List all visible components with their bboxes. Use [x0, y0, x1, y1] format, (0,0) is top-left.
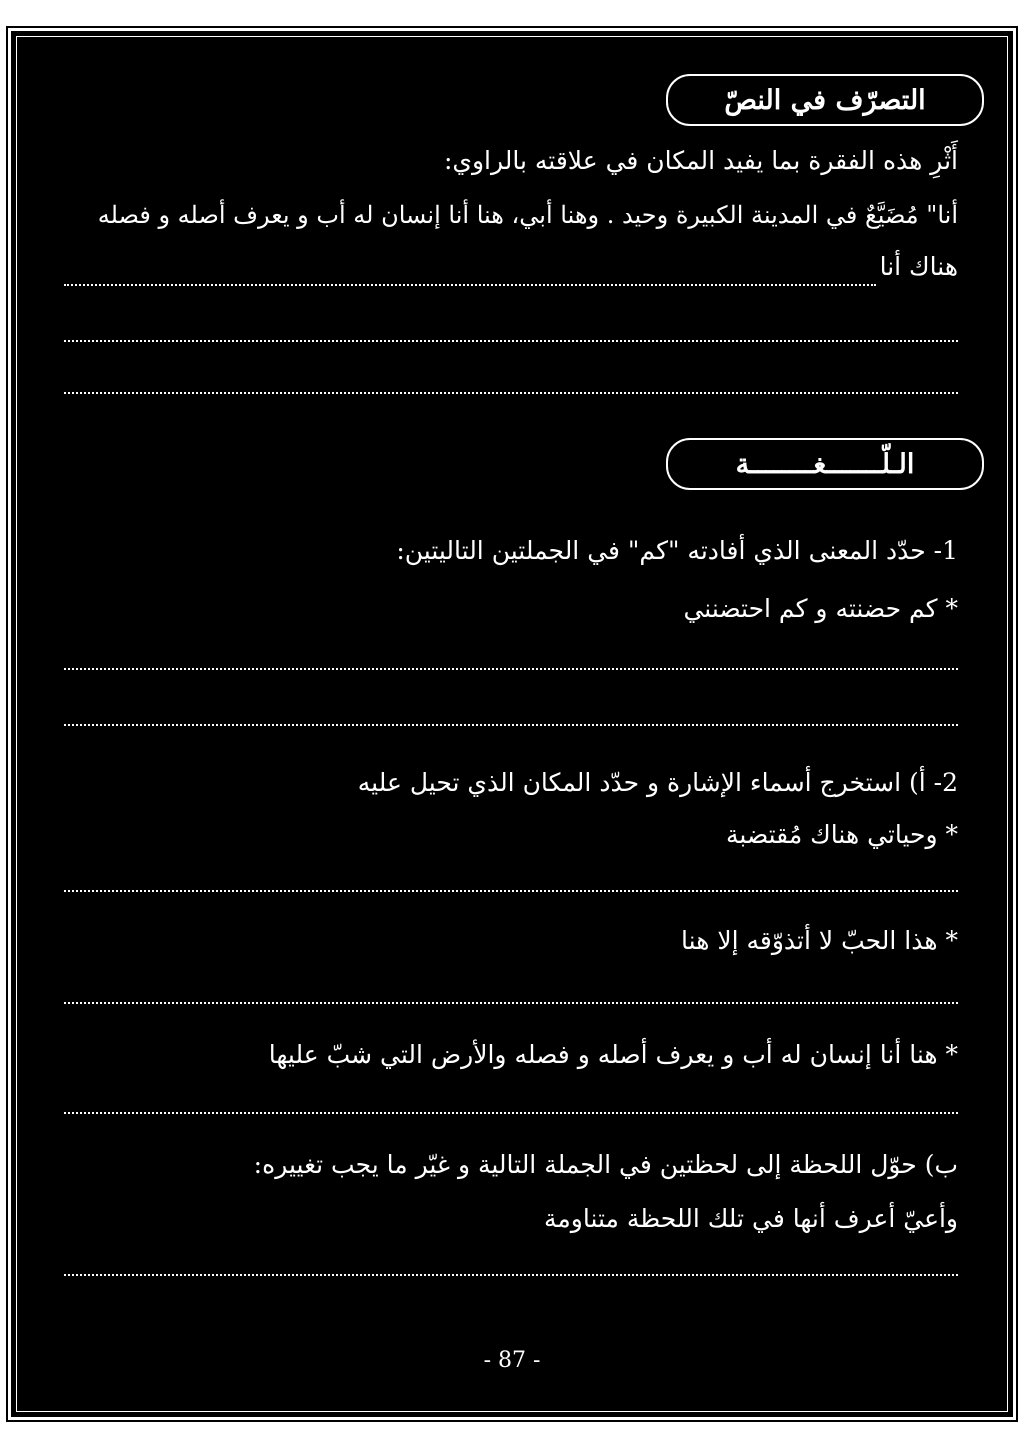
question-2a-text: 2- أ) استخرج أسماء الإشارة و حدّد المكان الذي تحيل عليه — [357, 768, 958, 797]
answer-line[interactable] — [64, 340, 958, 342]
question-2a-example-3: * هنا أنا إنسان له أب و يعرف أصله و فصله والأرض التي شبّ عليها — [268, 1040, 958, 1069]
question-2a-example-2: * هذا الحبّ لا أتذوّقه إلا هنا — [681, 926, 958, 955]
quote-text: أنا" مُضَيَّعٌ في المدينة الكبيرة وحيد . وهنا أبي، هنا أنا إنسان له أب و يعرف أصله و فصله — [97, 201, 958, 229]
question-2b-text: ب) حوّل اللحظة إلى لحظتين في الجملة التالية و غيّر ما يجب تغييره: — [253, 1150, 958, 1179]
answer-line[interactable] — [64, 1002, 958, 1004]
page-number: - 87 - — [483, 1348, 541, 1373]
answer-line[interactable] — [64, 1112, 958, 1114]
answer-line[interactable] — [64, 392, 958, 394]
answer-line[interactable] — [64, 668, 958, 670]
worksheet-page — [6, 26, 1018, 1422]
section-header-language: الـلّـــــــغــــــــة — [666, 438, 984, 490]
answer-line[interactable] — [64, 890, 958, 892]
instruction-text: أَثْرِ هذه الفقرة بما يفيد المكان في علاقته بالراوي: — [443, 146, 958, 175]
section-header-text-manipulation: التصرّف في النصّ — [666, 74, 984, 126]
answer-prompt: هناك أنا — [879, 252, 958, 281]
answer-line[interactable] — [64, 284, 876, 286]
question-2a-example-1: * وحياتي هناك مُقتضبة — [726, 820, 958, 849]
answer-line[interactable] — [64, 1274, 958, 1276]
question-1-example: * كم حضنته و كم احتضنني — [683, 594, 958, 623]
answer-line[interactable] — [64, 724, 958, 726]
question-1-text: 1- حدّد المعنى الذي أفادته "كم" في الجملتين التاليتين: — [396, 536, 958, 565]
question-2b-example: وأعيّ أعرف أنها في تلك اللحظة متناومة — [543, 1204, 958, 1233]
